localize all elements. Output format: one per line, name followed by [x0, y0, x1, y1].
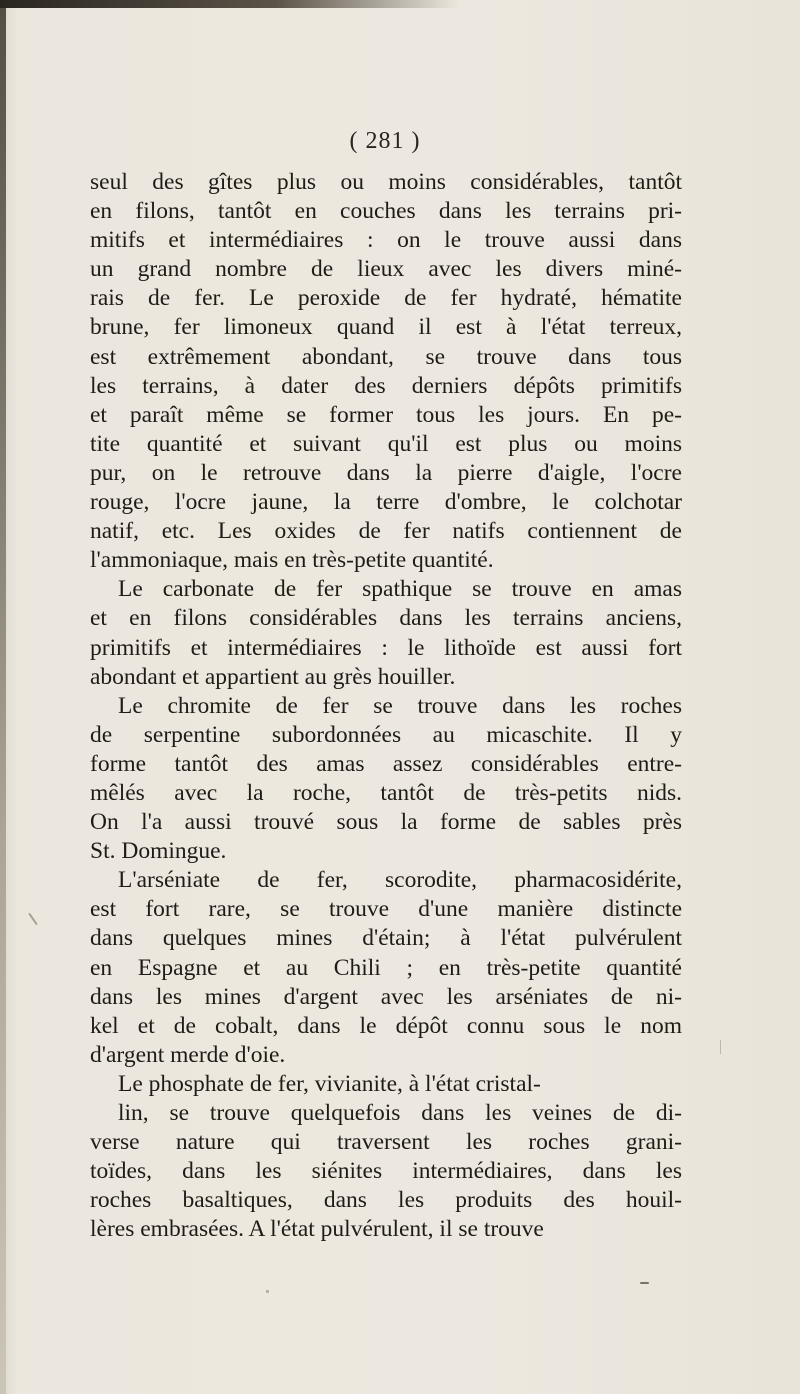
page-edge-top	[0, 0, 460, 8]
page-number: ( 281 )	[349, 128, 421, 154]
text-line: kel et de cobalt, dans le dépôt connu sous le nom	[90, 1012, 682, 1039]
text-line: St. Domingue.	[90, 838, 227, 865]
text-line: rouge, l'ocre jaune, la terre d'ombre, le colchotar	[90, 489, 682, 516]
text-line: lères embrasées. A l'état pulvérulent, il se trouve	[90, 1216, 544, 1243]
text-line: pur, on le retrouve dans la pierre d'aigle, l'ocre	[90, 459, 682, 486]
text-line: mêlés avec la roche, tantôt de très-petits nids.	[90, 779, 682, 806]
text-line: natif, etc. Les oxides de fer natifs contiennent de	[90, 518, 682, 545]
text-line: est fort rare, se trouve d'une manière distincte	[90, 896, 682, 923]
text-line: un grand nombre de lieux avec les divers miné-	[90, 256, 682, 283]
text-line: brune, fer limoneux quand il est à l'état terreux,	[90, 314, 682, 341]
text-line: On l'a aussi trouvé sous la forme de sables près	[90, 809, 682, 836]
text-line: l'ammoniaque, mais en très-petite quantité.	[90, 547, 494, 574]
text-line: en filons, tantôt en couches dans les terrains pri-	[90, 198, 682, 225]
text-line: dans les mines d'argent avec les arséniates de ni-	[90, 983, 682, 1010]
text-line: les terrains, à dater des derniers dépôts primitifs	[90, 372, 682, 399]
text-line: rais de fer. Le peroxide de fer hydraté, hématite	[90, 285, 682, 312]
paper-speck	[266, 1290, 269, 1293]
text-line: de serpentine subordonnées au micaschite. Il y	[90, 721, 682, 748]
paper-speck	[720, 1040, 721, 1054]
text-line: primitifs et intermédiaires : le lithoïde est aussi fort	[90, 634, 682, 661]
text-line: abondant et appartient au grès houiller.	[90, 663, 456, 690]
text-line: Le carbonate de fer spathique se trouve en amas	[118, 576, 682, 603]
text-line: lin, se trouve quelquefois dans les veines de di-	[118, 1100, 682, 1126]
text-line: mitifs et intermédiaires : on le trouve aussi dans	[90, 227, 682, 254]
text-line: est extrêmement abondant, se trouve dans tous	[90, 343, 682, 370]
paper-speck	[28, 913, 38, 926]
text-line: Le phosphate de fer, vivianite, à l'état cristal-	[118, 1070, 541, 1097]
text-line: L'arséniate de fer, scorodite, pharmacosidérite,	[118, 867, 682, 894]
text-line: tite quantité et suivant qu'il est plus ou moins	[90, 430, 682, 457]
text-line: verse nature qui traversent les roches grani-	[90, 1129, 682, 1156]
text-line: et en filons considérables dans les terrains anciens,	[90, 605, 682, 632]
text-line: seul des gîtes plus ou moins considérables, tantôt	[90, 169, 682, 195]
text-line: forme tantôt des amas assez considérables entre-	[90, 750, 682, 777]
text-line: toïdes, dans les siénites intermédiaires, dans les	[90, 1158, 682, 1185]
text-line: Le chromite de fer se trouve dans les roches	[118, 692, 682, 719]
text-line: d'argent merde d'oie.	[90, 1041, 286, 1068]
text-line: roches basaltiques, dans les produits des houil-	[90, 1187, 682, 1214]
text-line: et paraît même se former tous les jours. En pe-	[90, 401, 682, 428]
page-edge-left	[0, 0, 6, 1394]
paper-speck	[640, 1282, 649, 1284]
text-line: dans quelques mines d'étain; à l'état pulvérulent	[90, 925, 682, 952]
body-text	[90, 168, 682, 1244]
text-line: en Espagne et au Chili ; en très-petite quantité	[90, 954, 682, 981]
